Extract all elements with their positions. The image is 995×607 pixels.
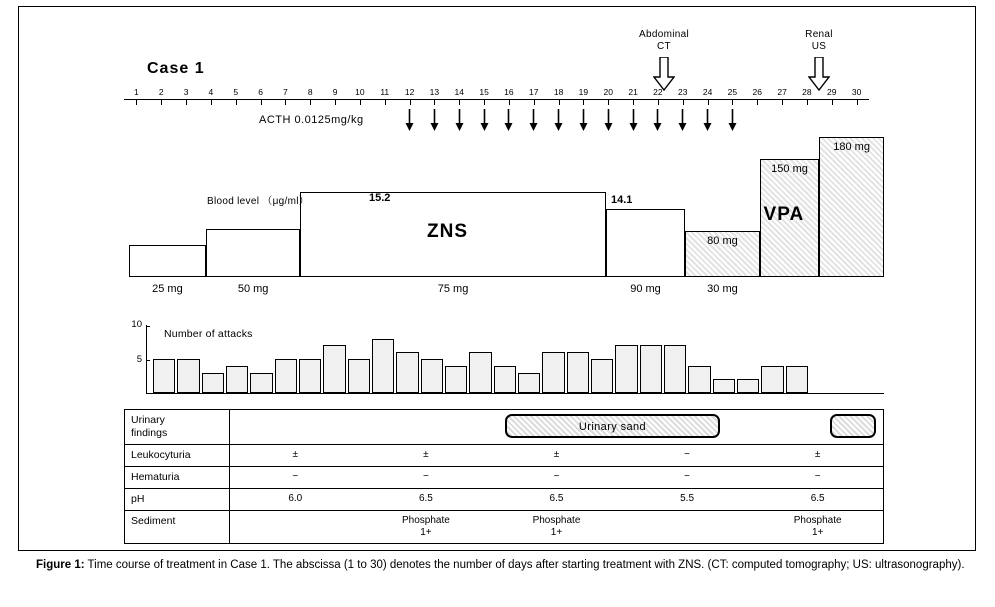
- abdominal-ct-marker-label: [609, 29, 719, 53]
- day-tick: [434, 100, 435, 105]
- table-cell: Phosphate 1+: [793, 515, 842, 538]
- day-tick: [534, 100, 535, 105]
- day-tick-label: 9: [332, 87, 338, 97]
- day-tick: [608, 100, 609, 105]
- attacks-chart-title: Number of attacks: [164, 328, 253, 340]
- table-cell: 6.5: [549, 493, 564, 504]
- row-label-ph: pH: [125, 489, 230, 510]
- dose-caption-dose-25: 25 mg: [152, 283, 183, 295]
- day-tick: [161, 100, 162, 105]
- day-tick: [683, 100, 684, 105]
- attacks-bar: [250, 373, 272, 393]
- attacks-bar: [469, 352, 491, 393]
- table-cell: −: [292, 471, 299, 482]
- table-cell: ±: [423, 449, 429, 460]
- attacks-ytick-mark-5: [146, 360, 150, 361]
- table-cell: 5.5: [680, 493, 695, 504]
- attacks-bar: [615, 345, 637, 393]
- figure-panel: [18, 6, 976, 551]
- table-cell: ±: [814, 449, 821, 460]
- urinary-findings-header-text: Urinary findings: [131, 414, 168, 439]
- row-cells-leukocyturia: [230, 445, 883, 466]
- caption-label: Figure 1:: [36, 559, 85, 571]
- day-tick-label: 29: [827, 87, 837, 97]
- case-title: Case 1: [147, 60, 205, 77]
- day-tick-label: 10: [355, 87, 365, 97]
- day-tick: [186, 100, 187, 105]
- table-cell: 6.5: [418, 493, 433, 504]
- dose-inside-label: 150 mg: [771, 163, 808, 175]
- treatment-block-dose-90: [606, 209, 685, 277]
- day-axis: [124, 87, 869, 101]
- day-tick-label: 24: [702, 87, 713, 97]
- day-tick: [459, 100, 460, 105]
- attacks-bar: [396, 352, 418, 393]
- table-cell: Phosphate 1+: [532, 515, 581, 538]
- attacks-bar: [153, 359, 175, 393]
- drug-name-vpa: VPA: [763, 204, 805, 225]
- row-cells-ph: [230, 489, 883, 510]
- day-tick-label: 18: [553, 87, 564, 97]
- day-tick-label: 20: [603, 87, 613, 97]
- day-tick-label: 21: [628, 87, 638, 97]
- day-tick-label: 6: [258, 87, 263, 97]
- attacks-bar: [786, 366, 808, 393]
- urinary-sand-cells: [230, 410, 883, 442]
- dose-caption-dose-75: 75 mg: [437, 283, 469, 295]
- table-cell: −: [814, 471, 821, 482]
- attacks-bar: [542, 352, 564, 393]
- day-tick-label: 19: [578, 87, 589, 97]
- attacks-ytick-5: 5: [136, 354, 142, 365]
- day-tick-label: 28: [802, 87, 812, 97]
- day-tick-label: 15: [479, 87, 489, 97]
- day-tick-label: 30: [851, 87, 862, 97]
- attacks-bar: [761, 366, 783, 393]
- day-tick: [559, 100, 560, 105]
- day-tick-label: 13: [429, 87, 440, 97]
- caption-text: Time course of treatment in Case 1. The abscissa (1 to 30) denotes the number of days after starting treatment with ZNS. (CT: computed tomography; US: ultrasonography).: [84, 559, 965, 571]
- row-cells-sediment: [230, 511, 883, 543]
- table-row-header: [125, 410, 883, 444]
- attacks-bar: [688, 366, 710, 393]
- day-tick-label: 16: [504, 87, 514, 97]
- attacks-bar: [591, 359, 613, 393]
- attacks-bar: [202, 373, 224, 393]
- table-cell: −: [684, 449, 690, 460]
- attacks-bar: [445, 366, 467, 393]
- attacks-bar: [177, 359, 199, 393]
- day-tick: [310, 100, 311, 105]
- dose-caption-dose-90: 90 mg: [630, 283, 661, 295]
- table-cell: ±: [553, 449, 560, 460]
- renal-us-arrow-icon: [808, 57, 830, 91]
- treatment-block-dose-180: [819, 137, 884, 277]
- day-tick: [484, 100, 485, 105]
- blood-level-value-2: 14.1: [611, 194, 633, 206]
- dose-caption-dose-30: 30 mg: [707, 283, 738, 295]
- dose-caption-row: [124, 283, 884, 299]
- day-tick: [732, 100, 733, 105]
- day-tick: [335, 100, 336, 105]
- day-tick-label: 22: [653, 87, 663, 97]
- attacks-bar: [348, 359, 370, 393]
- day-tick: [385, 100, 386, 105]
- day-tick-label: 25: [727, 87, 738, 97]
- table-cell: −: [684, 471, 690, 482]
- attacks-bar-group: [152, 325, 882, 393]
- day-tick: [360, 100, 361, 105]
- day-tick: [633, 100, 634, 105]
- day-tick-label: 7: [283, 87, 288, 97]
- table-cell: ±: [292, 449, 299, 460]
- day-tick-label: 11: [380, 87, 390, 97]
- urinary-sand-band-1: Urinary sand: [505, 414, 720, 438]
- treatment-block-dose-25: [129, 245, 206, 277]
- day-tick-label: 2: [158, 87, 164, 97]
- day-tick-label: 12: [404, 87, 415, 97]
- blood-level-value-1: 15.2: [369, 192, 391, 204]
- day-tick: [236, 100, 237, 105]
- attacks-bar: [494, 366, 516, 393]
- day-tick: [136, 100, 137, 105]
- attacks-baseline: [146, 393, 884, 394]
- attacks-bar: [421, 359, 443, 393]
- row-cells-hematuria: [230, 467, 883, 488]
- renal-us-line1: Renal: [805, 29, 833, 40]
- day-tick-label: 23: [678, 87, 688, 97]
- attacks-bar: [518, 373, 540, 393]
- attacks-bar: [664, 345, 686, 393]
- row-label-sediment: Sediment: [125, 511, 230, 543]
- day-tick-label: 1: [134, 87, 139, 97]
- abdominal-ct-line1: Abdominal: [639, 29, 689, 40]
- attacks-bar: [372, 339, 394, 393]
- attacks-bar: [323, 345, 345, 393]
- day-tick-label: 4: [208, 87, 214, 97]
- table-cell: 6.0: [288, 493, 303, 504]
- day-tick: [857, 100, 858, 105]
- table-row-hematuria: [125, 466, 883, 488]
- table-cell: [622, 511, 753, 543]
- attacks-bar: [640, 345, 662, 393]
- urinary-sand-band-2: [830, 414, 876, 438]
- attacks-bar: [226, 366, 248, 393]
- table-cell: [230, 511, 361, 543]
- day-tick: [807, 100, 808, 105]
- day-tick: [410, 100, 411, 105]
- row-label-leukocyturia: Leukocyturia: [125, 445, 230, 466]
- attacks-ytick-mark-10: [146, 326, 150, 327]
- renal-us-line2: US: [811, 41, 827, 52]
- day-tick-label: 27: [777, 87, 787, 97]
- dose-inside-label: 180 mg: [833, 141, 870, 153]
- day-tick: [708, 100, 709, 105]
- day-tick: [285, 100, 286, 105]
- urinary-findings-header: [125, 410, 230, 444]
- acth-label: ACTH 0.0125mg/kg: [259, 114, 364, 126]
- day-tick: [658, 100, 659, 105]
- attacks-y-axis: [146, 325, 147, 393]
- day-tick-label: 26: [752, 87, 762, 97]
- day-tick: [211, 100, 212, 105]
- table-cell: 6.5: [810, 493, 825, 504]
- attacks-bar: [275, 359, 297, 393]
- renal-us-marker-label: [764, 29, 874, 53]
- table-row-ph: [125, 488, 883, 510]
- day-axis-ticks: [124, 87, 869, 101]
- day-tick-label: 8: [307, 87, 313, 97]
- attacks-bar: [737, 379, 759, 393]
- day-tick: [757, 100, 758, 105]
- blood-level-label: Blood level （μg/ml）: [207, 196, 310, 207]
- figure-caption: [36, 557, 966, 573]
- attacks-bar: [567, 352, 589, 393]
- attacks-chart: [124, 319, 884, 397]
- day-tick-label: 17: [529, 87, 539, 97]
- abdominal-ct-line2: CT: [657, 41, 671, 52]
- attacks-bar: [713, 379, 735, 393]
- dose-inside-label: 80 mg: [707, 235, 738, 247]
- table-cell: −: [422, 471, 429, 482]
- abdominal-ct-arrow-icon: [653, 57, 675, 91]
- day-tick-label: 3: [183, 87, 189, 97]
- urinary-findings-table: [124, 409, 884, 544]
- table-cell: Phosphate 1+: [401, 515, 450, 538]
- day-tick: [832, 100, 833, 105]
- day-tick: [583, 100, 584, 105]
- day-tick-label: 14: [454, 87, 464, 97]
- day-tick: [261, 100, 262, 105]
- table-row-sediment: [125, 510, 883, 543]
- day-tick: [782, 100, 783, 105]
- treatment-block-dose-50: [206, 229, 300, 277]
- attacks-bar: [299, 359, 321, 393]
- day-tick-label: 5: [233, 87, 239, 97]
- attacks-ytick-10: 10: [131, 319, 142, 330]
- row-label-hematuria: Hematuria: [125, 467, 230, 488]
- day-tick: [509, 100, 510, 105]
- drug-name-zns: ZNS: [427, 220, 469, 242]
- dose-caption-dose-50: 50 mg: [237, 283, 269, 295]
- table-row-leukocyturia: [125, 444, 883, 466]
- table-cell: −: [553, 471, 560, 482]
